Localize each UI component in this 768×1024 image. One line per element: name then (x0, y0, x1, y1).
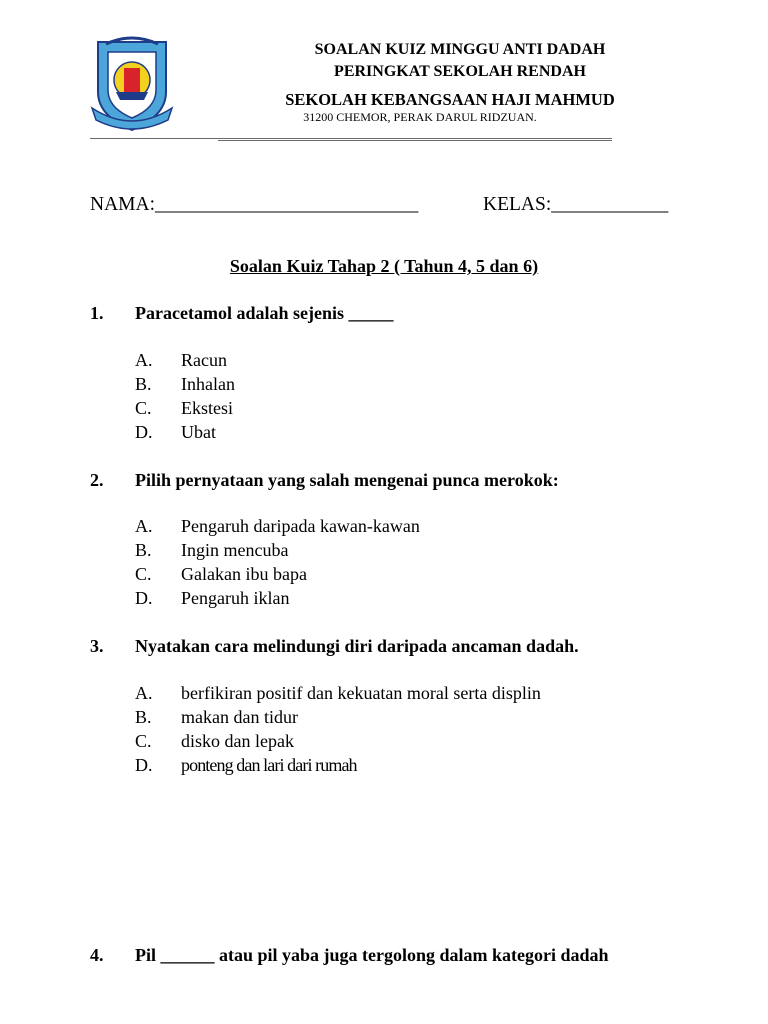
option-text: berfikiran positif dan kekuatan moral serta displin (181, 683, 541, 703)
school-crest-icon (86, 34, 178, 134)
option-text: Ubat (181, 422, 216, 442)
option-letter: D. (135, 422, 153, 442)
question-number: 3. (90, 636, 104, 656)
option-text: Ingin mencuba (181, 540, 289, 560)
option-letter: D. (135, 755, 153, 775)
option-letter: A. (135, 683, 153, 703)
option-text: Inhalan (181, 374, 235, 394)
question-number: 1. (90, 303, 104, 323)
question-text: Nyatakan cara melindungi diri daripada ancaman dadah. (135, 636, 579, 656)
option-text: Pengaruh daripada kawan-kawan (181, 516, 420, 536)
question-text: Pil ______ atau pil yaba juga tergolong dalam kategori dadah (135, 945, 609, 965)
question-text: Pilih pernyataan yang salah mengenai punca merokok: (135, 470, 559, 490)
option-letter: C. (135, 398, 152, 418)
quiz-title: Soalan Kuiz Tahap 2 ( Tahun 4, 5 dan 6) (229, 256, 539, 276)
option-text: Pengaruh iklan (181, 588, 290, 608)
option-letter: C. (135, 731, 152, 751)
option-text: makan dan tidur (181, 707, 298, 727)
option-text: Ekstesi (181, 398, 233, 418)
class-field[interactable]: KELAS:____________ (483, 194, 669, 215)
option-letter: A. (135, 350, 153, 370)
option-letter: B. (135, 540, 152, 560)
option-text: disko dan lepak (181, 731, 294, 751)
name-field[interactable]: NAMA:___________________________ (90, 194, 419, 215)
option-letter: B. (135, 374, 152, 394)
option-letter: A. (135, 516, 153, 536)
question-number: 2. (90, 470, 104, 490)
option-text: Galakan ibu bapa (181, 564, 307, 584)
option-text: ponteng dan lari dari rumah (181, 755, 357, 775)
question-number: 4. (90, 945, 104, 965)
option-letter: B. (135, 707, 152, 727)
header-line-1: SOALAN KUIZ MINGGU ANTI DADAH (314, 41, 606, 58)
header-divider (90, 138, 612, 139)
header-line-2: PERINGKAT SEKOLAH RENDAH (334, 63, 586, 80)
option-letter: D. (135, 588, 153, 608)
school-name: SEKOLAH KEBANGSAAN HAJI MAHMUD (285, 90, 615, 109)
header-divider-secondary (218, 140, 612, 141)
question-text: Paracetamol adalah sejenis _____ (135, 303, 394, 323)
school-address: 31200 CHEMOR, PERAK DARUL RIDZUAN. (303, 110, 537, 124)
option-text: Racun (181, 350, 227, 370)
option-letter: C. (135, 564, 152, 584)
